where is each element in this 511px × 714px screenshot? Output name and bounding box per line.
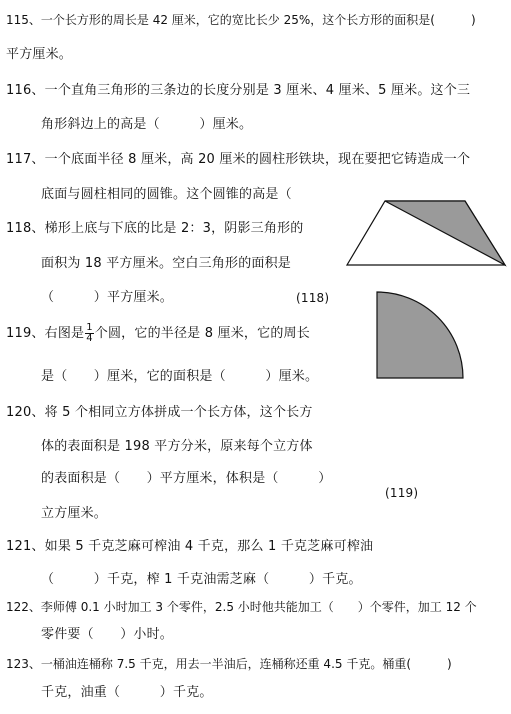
- problem-121-line-2: （ ）千克，榨 1 千克油需芝麻（ ）千克。: [41, 572, 362, 587]
- problem-118-line-3: （ ）平方厘米。: [41, 290, 174, 305]
- problem-117-line-2: 底面与圆柱相同的圆锥。这个圆锥的高是（: [41, 187, 292, 202]
- problem-119-line-1: [6, 323, 310, 344]
- problem-122-line-2: 零件要（ ）小时。: [41, 627, 174, 642]
- problem-117-line-1: 117、一个底面半径 8 厘米，高 20 厘米的圆柱形铁块，现在要把它铸造成一个: [6, 152, 471, 167]
- problem-116-line-2: 角形斜边上的高是（ ）厘米。: [41, 117, 253, 132]
- problem-116-line-1: 116、一个直角三角形的三条边的长度分别是 3 厘米、4 厘米、5 厘米。这个三: [6, 83, 471, 98]
- problem-119-prefix: 119、右图是: [6, 326, 85, 341]
- fraction-one-quarter: [85, 323, 94, 344]
- problem-121-line-1: 121、如果 5 千克芝麻可榨油 4 千克，那么 1 千克芝麻可榨油: [6, 539, 374, 554]
- problem-119-line-2: 是（ ）厘米，它的面积是（ ）厘米。: [41, 369, 319, 384]
- problem-123-line-1: 123、一桶油连桶称 7.5 千克，用去一半油后，连桶称还重 4.5 千克。桶重( ): [6, 657, 452, 671]
- problem-123-line-2: 千克，油重（ ）千克。: [41, 685, 213, 700]
- problem-120-line-2: 体的表面积是 198 平方分米，原来每个立方体: [41, 439, 313, 454]
- problem-115-line-2: 平方厘米。: [6, 47, 73, 62]
- problem-122-line-1: 122、李师傅 0.1 小时加工 3 个零件，2.5 小时他共能加工（ ）个零件，加工 12 个: [6, 600, 477, 614]
- problem-118-line-2: 面积为 18 平方厘米。空白三角形的面积是: [41, 256, 292, 271]
- fraction-denominator: 4: [86, 333, 93, 344]
- figure-118-trapezoid: [343, 197, 511, 269]
- problem-118-line-1: 118、梯形上底与下底的比是 2：3，阴影三角形的: [6, 221, 304, 236]
- problem-115-line-1: 115、一个长方形的周长是 42 厘米，它的宽比长少 25%，这个长方形的面积是( ): [6, 13, 476, 27]
- fraction-numerator: 1: [86, 322, 93, 333]
- problem-120-line-3: 的表面积是（ ）平方厘米，体积是（ ）: [41, 471, 332, 486]
- figure-119-label: (119): [385, 486, 419, 500]
- problem-119-suffix: 个圆，它的半径是 8 厘米，它的周长: [94, 326, 310, 341]
- quarter-circle-shape: [377, 292, 463, 378]
- problem-120-line-1: 120、将 5 个相同立方体拼成一个长方体，这个长方: [6, 405, 313, 420]
- figure-119-quarter-circle: [375, 290, 465, 382]
- figure-118-label: (118): [296, 291, 330, 305]
- problem-120-line-4: 立方厘米。: [41, 506, 108, 521]
